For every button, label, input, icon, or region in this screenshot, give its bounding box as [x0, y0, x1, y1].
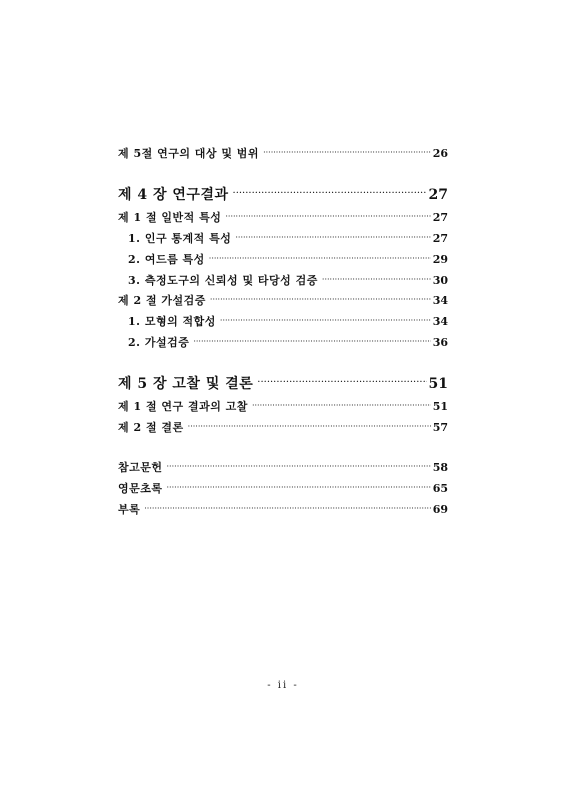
dot-leader [263, 146, 431, 160]
toc-entry-english-abstract[interactable] [118, 482, 448, 497]
toc-entry-label: 1. 모형의 적합성 [128, 315, 216, 328]
toc-entry-ch4-s1-item-2[interactable] [128, 253, 448, 268]
toc-entry-page: 26 [432, 147, 448, 160]
toc-entry-label: 2. 가설검증 [128, 336, 190, 349]
toc-entry-page: 29 [432, 253, 448, 266]
toc-entry-label: 제 5절 연구의 대상 및 범위 [118, 147, 260, 160]
toc-entry-ch5-section-2[interactable] [118, 421, 448, 436]
toc-entry-label: 제 5 장 고찰 및 결론 [118, 376, 254, 392]
toc-entry-ch4-s1-item-3[interactable] [128, 274, 448, 289]
toc-entry-ch4-s1-item-1[interactable] [128, 232, 448, 247]
toc-entry-page: 34 [432, 294, 448, 307]
toc-entry-label: 제 2 절 결론 [118, 421, 184, 434]
toc-entry-references[interactable] [118, 461, 448, 476]
toc-entry-label: 3. 측정도구의 신뢰성 및 타당성 검증 [128, 274, 318, 287]
toc-entry-label: 참고문헌 [118, 461, 163, 474]
dot-leader [188, 420, 431, 434]
dot-leader [257, 374, 426, 392]
toc-entry-label: 영문초록 [118, 482, 163, 495]
toc-entry-label: 제 2 절 가설검증 [118, 294, 206, 307]
dot-leader [167, 460, 431, 474]
toc-entry-page: 27 [432, 232, 448, 245]
toc-entry-page: 36 [432, 336, 448, 349]
page-number-footer: - ii - [267, 680, 299, 691]
dot-leader [193, 335, 430, 349]
toc-entry-ch4-s2-item-1[interactable] [128, 315, 448, 330]
toc-entry-ch5-section-1[interactable] [118, 400, 448, 415]
dot-leader [167, 481, 431, 495]
toc-entry-page: 34 [432, 315, 448, 328]
toc-entry-ch4-section-1[interactable] [118, 211, 448, 226]
toc-entry-appendix[interactable] [118, 503, 448, 518]
toc-entry-page: 30 [432, 274, 448, 287]
toc-entry-page: 57 [432, 421, 448, 434]
toc-entry-ch4-s2-item-2[interactable] [128, 336, 448, 351]
dot-leader [233, 185, 427, 203]
toc-entry-chapter-4[interactable] [118, 186, 448, 206]
dot-leader [225, 210, 430, 224]
dot-leader [210, 293, 431, 307]
toc-entry-section-5-scope[interactable] [118, 147, 448, 162]
toc-entry-label: 제 1 절 일반적 특성 [118, 211, 222, 224]
dot-leader [144, 502, 430, 516]
toc-entry-page: 27 [432, 211, 448, 224]
toc-entry-page: 69 [432, 503, 448, 516]
toc-entry-page: 51 [428, 376, 448, 392]
toc-entry-page: 51 [432, 400, 448, 413]
toc-entry-page: 65 [432, 482, 448, 495]
toc-entry-chapter-5[interactable] [118, 375, 448, 395]
toc-entry-page: 58 [432, 461, 448, 474]
dot-leader [220, 314, 431, 328]
toc-entry-label: 2. 여드름 특성 [128, 253, 205, 266]
toc-entry-label: 제 1 절 연구 결과의 고찰 [118, 400, 248, 413]
dot-leader [209, 252, 431, 266]
toc-entry-page: 27 [428, 187, 448, 203]
dot-leader [322, 273, 431, 287]
toc-entry-label: 부록 [118, 503, 141, 516]
toc-entry-label: 1. 인구 통계적 특성 [128, 232, 232, 245]
toc-entry-label: 제 4 장 연구결과 [118, 187, 229, 203]
dot-leader [252, 399, 431, 413]
toc-entry-ch4-section-2[interactable] [118, 294, 448, 309]
dot-leader [235, 231, 430, 245]
